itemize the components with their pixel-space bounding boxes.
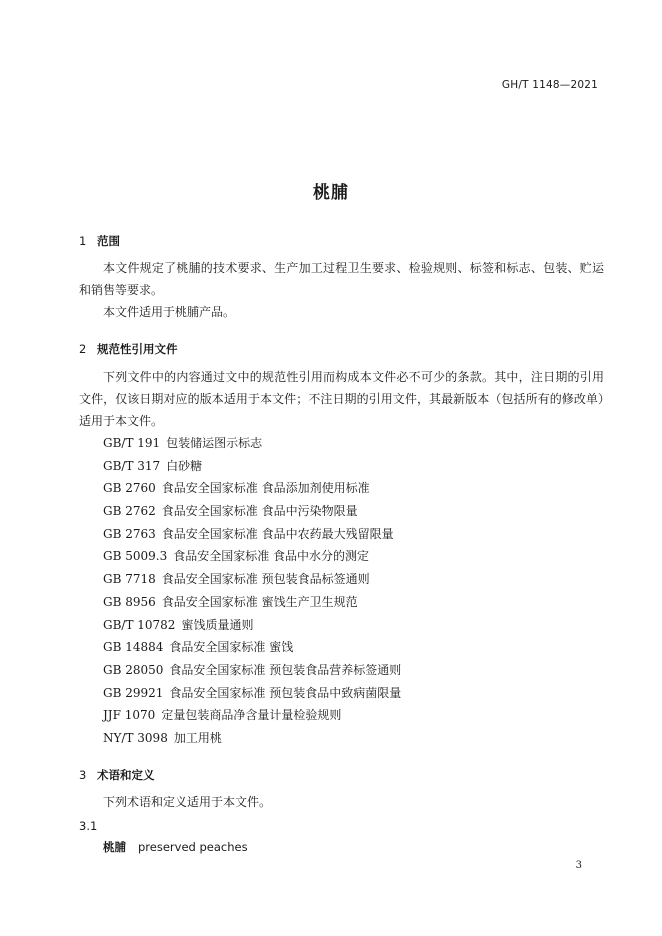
reference-code: GB 14884 bbox=[103, 640, 164, 655]
reference-item bbox=[103, 704, 401, 727]
reference-code: JJF 1070 bbox=[103, 708, 156, 723]
paragraph: 下列文件中的内容通过文中的规范性引用而构成本文件必不可少的条款。其中，注日期的引用文件，仅该日期对应的版本适用于本文件；不注日期的引用文件，其最新版本（包括所有的修改单）适用于本文件。 bbox=[79, 370, 604, 428]
section-number: 3 bbox=[79, 768, 87, 782]
reference-title: 白砂糖 bbox=[166, 458, 203, 473]
section-title: 范围 bbox=[97, 234, 120, 248]
section-title: 规范性引用文件 bbox=[97, 342, 178, 356]
reference-item bbox=[103, 432, 401, 455]
reference-item bbox=[103, 523, 401, 546]
reference-title: 蜜饯质量通则 bbox=[181, 617, 254, 632]
reference-code: GB/T 10782 bbox=[103, 617, 176, 632]
reference-code: GB 7718 bbox=[103, 572, 156, 587]
paragraph: 下列术语和定义适用于本文件。 bbox=[103, 795, 272, 809]
reference-title: 包装储运图示标志 bbox=[166, 436, 263, 450]
term-english: preserved peaches bbox=[138, 840, 248, 854]
reference-item bbox=[103, 591, 401, 614]
reference-item bbox=[103, 568, 401, 591]
term-chinese: 桃脯 bbox=[103, 840, 126, 854]
section-heading-scope bbox=[79, 233, 120, 249]
reference-item bbox=[103, 455, 401, 478]
reference-code: GB 2762 bbox=[103, 504, 156, 519]
reference-code: GB 28050 bbox=[103, 662, 164, 677]
reference-title: 食品安全国家标准 食品中农药最大残留限量 bbox=[161, 526, 394, 541]
term-entry bbox=[103, 839, 248, 855]
section-heading-terms-and-definitions bbox=[79, 767, 155, 783]
reference-item bbox=[103, 477, 401, 500]
reference-code: GB 2760 bbox=[103, 481, 156, 496]
reference-code: GB/T 317 bbox=[103, 458, 161, 473]
reference-item bbox=[103, 659, 401, 682]
reference-item bbox=[103, 636, 401, 659]
section-heading-normative-references bbox=[79, 341, 178, 357]
reference-code: GB/T 191 bbox=[103, 436, 161, 450]
reference-item bbox=[103, 727, 401, 750]
reference-list bbox=[103, 432, 401, 750]
standard-number: GH/T 1148—2021 bbox=[501, 79, 598, 91]
reference-code: NY/T 3098 bbox=[103, 730, 168, 745]
reference-item bbox=[103, 545, 401, 568]
document-title: 桃脯 bbox=[313, 183, 349, 203]
reference-title: 定量包装商品净含量计量检验规则 bbox=[161, 708, 342, 723]
term-number: 3.1 bbox=[79, 819, 98, 833]
reference-title: 食品安全国家标准 预包装食品中致病菌限量 bbox=[169, 685, 402, 700]
reference-code: GB 29921 bbox=[103, 685, 164, 700]
reference-title: 食品安全国家标准 预包装食品标签通则 bbox=[161, 572, 370, 587]
reference-title: 食品安全国家标准 食品添加剂使用标准 bbox=[161, 481, 370, 496]
reference-title: 食品安全国家标准 蜜饯 bbox=[169, 640, 294, 655]
reference-code: GB 5009.3 bbox=[103, 549, 168, 564]
reference-title: 食品安全国家标准 食品中水分的测定 bbox=[173, 549, 370, 564]
section-number: 1 bbox=[79, 234, 87, 248]
reference-item bbox=[103, 682, 401, 705]
reference-item bbox=[103, 614, 401, 637]
reference-code: GB 8956 bbox=[103, 594, 156, 609]
paragraph: 本文件规定了桃脯的技术要求、生产加工过程卫生要求、检验规则、标签和标志、包装、贮运和销售等要求。 bbox=[79, 261, 604, 297]
reference-title: 食品安全国家标准 蜜饯生产卫生规范 bbox=[161, 594, 358, 609]
reference-code: GB 2763 bbox=[103, 526, 156, 541]
reference-item bbox=[103, 500, 401, 523]
reference-title: 食品安全国家标准 预包装食品营养标签通则 bbox=[169, 662, 402, 677]
section-title: 术语和定义 bbox=[97, 768, 155, 782]
reference-title: 食品安全国家标准 食品中污染物限量 bbox=[161, 504, 358, 519]
section-number: 2 bbox=[79, 342, 87, 356]
reference-title: 加工用桃 bbox=[173, 730, 222, 745]
page-number: 3 bbox=[575, 860, 582, 871]
paragraph: 本文件适用于桃脯产品。 bbox=[103, 305, 236, 319]
